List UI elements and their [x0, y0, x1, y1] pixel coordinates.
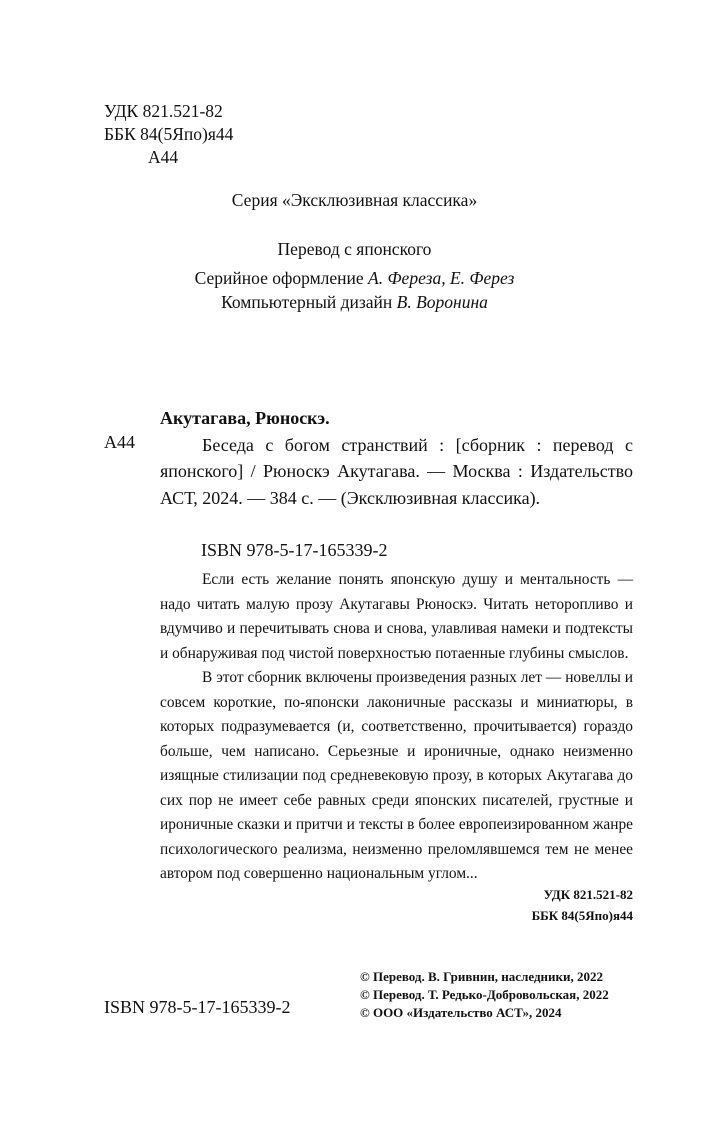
udk-code: УДК 821.521-82	[104, 101, 223, 121]
annotation	[160, 568, 633, 887]
annotation-paragraph-1: Если есть желание понять японскую душу и ментальность — надо читать малую прозу Акутагавы Рюноскэ. Читать неторопливо и вдумчиво и перечитывать снова и снова, улавливая намеки и подтексты и обнаруживая под чистой поверхностью потаенные глубины смыслов.	[160, 571, 633, 662]
annotation-paragraph-2: В этот сборник включены произведения разных лет — новеллы и совсем короткие, по-японски лаконичные рассказы и миниатюры, в которых подразумевается (и, соответственно, прочитывается) гораздо больше, чем написано. Серьезные и ироничные, однако неизменно изящные стилизации под средневековую прозу, в которых Акутагава до сих пор не имеет себе равных среди японских писателей, грустные и ироничные сказки и притчи и тексты в более европеизированном жанре психологического реализма, неизменно преломлявшемся тем не менее автором под совершенно национальным углом...	[160, 669, 633, 882]
series-design-label: Серийное оформление	[194, 268, 364, 288]
bbk-code: ББК 84(5Япо)я44	[104, 124, 234, 144]
copyright-line: © Перевод. В. Гривнин, наследники, 2022	[360, 969, 604, 984]
copyright-block	[360, 968, 609, 1022]
bibliographic-description: Беседа с богом странствий : [сборник : перевод с японского] / Рюноскэ Акутагава. — Москва : Издательство АСТ, 2024. — 384 с. — (Эксклюзивная классика).	[160, 435, 633, 508]
computer-design-label: Компьютерный дизайн	[221, 292, 393, 312]
footer-udk: УДК 821.521-82	[543, 887, 633, 902]
series-design-names: А. Фереза, Е. Ферез	[368, 268, 515, 288]
bibliographic-author: Акутагава, Рюноскэ.	[160, 408, 330, 428]
classification-codes	[104, 100, 233, 169]
isbn-bottom: ISBN 978-5-17-165339-2	[104, 997, 291, 1017]
computer-design-names: В. Воронина	[396, 292, 488, 312]
author-mark: А44	[148, 147, 179, 167]
series-design-credit	[0, 268, 709, 289]
translation-note: Перевод с японского	[277, 239, 432, 259]
computer-design-credit	[0, 292, 709, 313]
copyright-line: © ООО «Издательство АСТ», 2024	[360, 1005, 562, 1020]
footer-codes	[532, 884, 633, 926]
bibliographic-mark: А44	[104, 432, 135, 452]
footer-bbk: ББК 84(5Япо)я44	[531, 908, 633, 923]
series-title: Серия «Эксклюзивная классика»	[231, 190, 478, 210]
isbn-inline: ISBN 978-5-17-165339-2	[201, 540, 388, 560]
copyright-line: © Перевод. Т. Редько-Добровольская, 2022	[360, 987, 609, 1002]
